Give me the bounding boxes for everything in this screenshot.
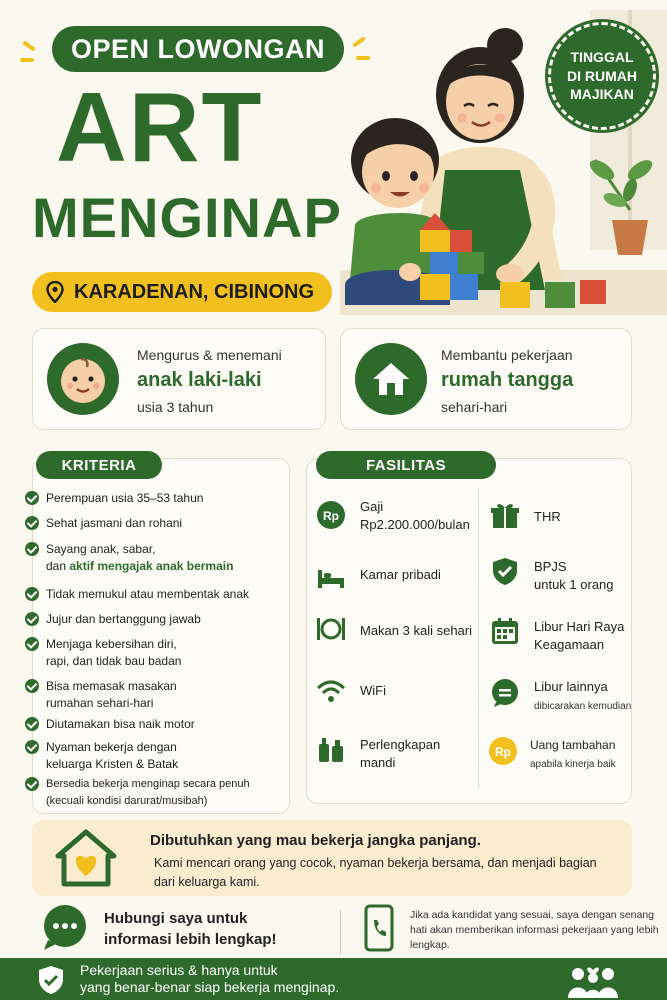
- fasilitas-line1: Kamar pribadi: [360, 567, 441, 582]
- kriteria-text-line2: dan: [46, 559, 70, 573]
- kriteria-item: [46, 678, 296, 712]
- fasilitas-divider: [478, 488, 479, 788]
- kriteria-item: [46, 776, 296, 810]
- contact-title-line1: Hubungi saya untuk: [104, 910, 248, 927]
- kriteria-text-line2: keluarga Kristen & Batak: [46, 757, 179, 771]
- kriteria-text: Tidak memukul atau membentak anak: [46, 587, 249, 601]
- fasilitas-line1: WiFi: [360, 683, 386, 698]
- fasilitas-line2: untuk 1 orang: [534, 577, 614, 592]
- duty-line-2: anak laki-laki: [137, 369, 262, 391]
- fasilitas-line1: Libur Hari Raya: [534, 619, 625, 634]
- plate-cutlery-icon: [316, 614, 346, 644]
- check-icon: [25, 717, 39, 731]
- location-pin-icon: [46, 281, 64, 303]
- kriteria-title: [36, 451, 162, 479]
- check-icon: [25, 516, 39, 530]
- kriteria-title-text: KRITERIA: [61, 456, 137, 474]
- wifi-icon: [316, 676, 346, 706]
- fasilitas-title-text: FASILITAS: [365, 456, 447, 474]
- rupiah-coin-icon: [488, 736, 518, 766]
- duty-line-2: rumah tangga: [441, 369, 574, 391]
- fasilitas-line1: Perlengkapan: [360, 737, 441, 752]
- kriteria-item: [46, 636, 296, 670]
- duty-line-3: sehari-hari: [441, 399, 508, 415]
- fasilitas-thr: [534, 508, 561, 526]
- fasilitas-line2: dibicarakan kemudian: [534, 701, 632, 712]
- badge-line-3: MAJIKAN: [570, 86, 634, 103]
- kriteria-text: Perempuan usia 35–53 tahun: [46, 491, 204, 505]
- toiletries-icon: [316, 734, 346, 764]
- fasilitas-kamar: [360, 566, 441, 584]
- gift-icon: [490, 500, 520, 530]
- contact-title: [104, 908, 277, 950]
- family-icon: [566, 964, 620, 998]
- kriteria-text: Nyaman bekerja dengan: [46, 740, 177, 754]
- kriteria-text: Sayang anak, sabar,: [46, 542, 156, 556]
- check-icon: [25, 777, 39, 791]
- kriteria-text: Bersedia bekerja menginap secara penuh: [46, 778, 250, 790]
- kriteria-item: [46, 515, 296, 532]
- check-icon: [25, 542, 39, 556]
- check-icon: [25, 587, 39, 601]
- check-icon: [25, 740, 39, 754]
- fasilitas-line1: Libur lainnya: [534, 679, 608, 694]
- chat-bubble-icon: [490, 678, 520, 708]
- bed-icon: [316, 562, 346, 592]
- calendar-icon: [490, 616, 520, 646]
- contact-divider: [340, 910, 341, 954]
- open-lowongan-label: OPEN LOWONGAN: [71, 33, 325, 64]
- fasilitas-line2: Rp2.200.000/bulan: [360, 517, 470, 532]
- footer-line1: Pekerjaan serius & hanya untuk: [80, 962, 278, 978]
- message-body: Kami mencari orang yang cocok, nyaman bekerja bersama, dan menjadi bagian dari keluarga kami.: [154, 856, 597, 889]
- check-icon: [25, 679, 39, 693]
- kriteria-item: [46, 490, 296, 507]
- duty-line-1: Mengurus & menemani: [137, 347, 282, 363]
- message-title: Dibutuhkan yang mau bekerja jangka panjang.: [150, 832, 481, 849]
- long-term-message-box: [32, 820, 632, 896]
- check-icon: [25, 637, 39, 651]
- sparkle-icon: [20, 58, 34, 62]
- duty-line-3: usia 3 tahun: [137, 399, 214, 415]
- fasilitas-line1: Makan 3 kali sehari: [360, 623, 472, 638]
- kriteria-text: Menjaga kebersihan diri,: [46, 637, 177, 651]
- fasilitas-title: [316, 451, 496, 479]
- svg-text:Rp: Rp: [495, 745, 511, 759]
- contact-title-line2: informasi lebih lengkap!: [104, 931, 277, 948]
- fasilitas-line1: THR: [534, 509, 561, 524]
- kriteria-text: Jujur dan bertanggung jawab: [46, 612, 201, 626]
- sparkle-icon: [22, 40, 36, 51]
- kriteria-text-line2: rumahan sehari-hari: [46, 696, 154, 710]
- fasilitas-gaji: [360, 498, 470, 534]
- kriteria-item: [46, 541, 296, 575]
- kriteria-item: [46, 739, 296, 773]
- fasilitas-line2: mandi: [360, 755, 396, 770]
- phone-icon: [364, 904, 394, 952]
- fasilitas-libur-hari-raya: [534, 618, 624, 654]
- kriteria-text: Bisa memasak masakan: [46, 679, 177, 693]
- fasilitas-line1: Gaji: [360, 499, 384, 514]
- title-menginap: MENGINAP: [32, 186, 342, 249]
- kriteria-item: [46, 611, 296, 628]
- check-icon: [25, 491, 39, 505]
- kriteria-item: [46, 716, 296, 733]
- title-art: ART: [56, 72, 264, 182]
- kriteria-text-line2: (kecuali kondisi darurat/musibah): [46, 795, 208, 807]
- kriteria-highlight: aktif mengajak anak bermain: [69, 559, 234, 573]
- shield-check-icon: [36, 964, 66, 996]
- contact-side-text: Jika ada kandidat yang sesuai, saya dengan senang hati akan memberikan informasi pekerjaan yang lebih lengkap.: [410, 909, 659, 951]
- chat-icon: [40, 904, 90, 952]
- fasilitas-uang-tambahan: [530, 736, 616, 774]
- tinggal-di-rumah-majikan-badge: [548, 22, 656, 130]
- check-icon: [25, 612, 39, 626]
- fasilitas-bpjs: [534, 558, 614, 594]
- location-text: KARADENAN, CIBINONG: [74, 280, 314, 303]
- fasilitas-line1: Uang tambahan: [530, 738, 616, 752]
- fasilitas-line2: apabila kinerja baik: [530, 759, 616, 770]
- house-icon: [355, 343, 427, 415]
- footer-banner: [0, 958, 667, 1000]
- footer-line2: yang benar-benar siap bekerja menginap.: [80, 979, 340, 995]
- badge-line-1: TINGGAL: [570, 48, 634, 65]
- badge-line-2: DI RUMAH: [567, 67, 637, 84]
- duty-card-childcare: [32, 328, 326, 430]
- footer-text: [80, 962, 339, 996]
- fasilitas-line1: BPJS: [534, 559, 567, 574]
- kriteria-text-line2: rapi, dan tidak bau badan: [46, 654, 182, 668]
- fasilitas-libur-lainnya: [534, 678, 631, 716]
- fasilitas-perlengkapan: [360, 736, 440, 772]
- rupiah-coin-icon: [316, 500, 346, 530]
- kriteria-item: [46, 586, 296, 603]
- house-heart-icon: [54, 828, 118, 888]
- baby-face-icon: [47, 343, 119, 415]
- kriteria-text: Sehat jasmani dan rohani: [46, 516, 183, 530]
- location-badge: [32, 272, 332, 312]
- fasilitas-line2: Keagamaan: [534, 637, 605, 652]
- duty-card-housework: [340, 328, 632, 430]
- fasilitas-makan: [360, 622, 472, 640]
- duty-line-1: Membantu pekerjaan: [441, 347, 573, 363]
- open-lowongan-banner: [52, 26, 344, 72]
- shield-check-icon: [490, 556, 520, 586]
- svg-text:Rp: Rp: [323, 509, 339, 523]
- kriteria-text: Diutamakan bisa naik motor: [46, 717, 195, 731]
- fasilitas-wifi: [360, 682, 386, 700]
